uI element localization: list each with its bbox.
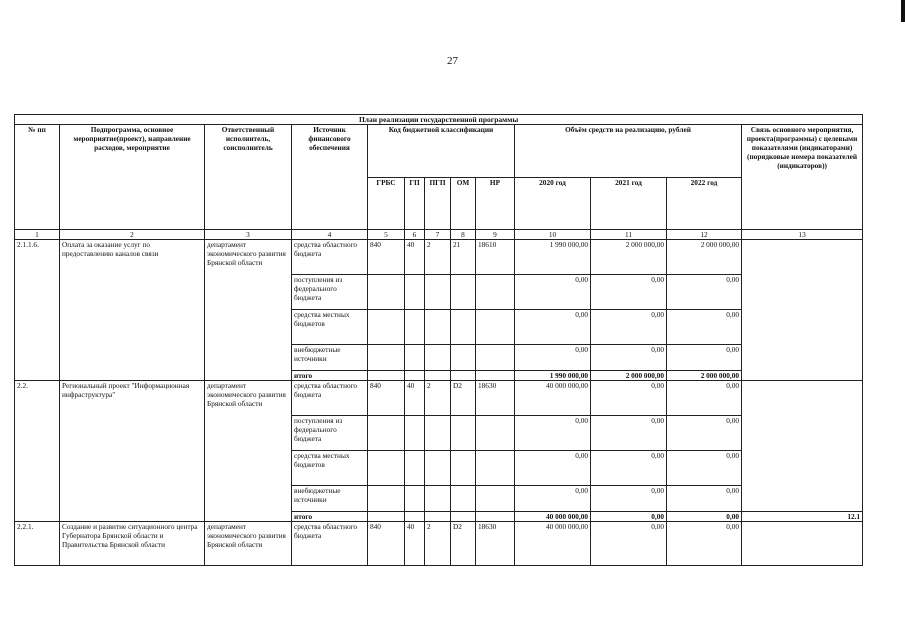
row-link (742, 240, 863, 381)
header-2022: 2022 год (667, 178, 742, 230)
col-number: 12 (667, 230, 742, 240)
source-label: средства местных бюджетов (292, 451, 368, 486)
column-numbers-row (15, 230, 863, 240)
source-label: итого (292, 512, 368, 522)
amount-2022: 0,00 (667, 486, 742, 512)
header-subprogram: Подпрограмма, основное мероприятие(проект), направление расходов, мероприятие (60, 125, 205, 230)
header-grbs: ГРБС (368, 178, 405, 230)
row-name: Оплата за оказание услуг по предоставлению каналов связи (60, 240, 205, 381)
amount-2020: 0,00 (515, 486, 591, 512)
amount-2021: 0,00 (591, 345, 667, 371)
source-label: средства местных бюджетов (292, 310, 368, 345)
amount-2022: 2 000 000,00 (667, 240, 742, 275)
row-name: Создание и развитие ситуационного центра Губернатора Брянской области и Правительства Брянской области (60, 522, 205, 566)
source-label: средства областного бюджета (292, 240, 368, 275)
header-gp: ГП (405, 178, 425, 230)
code-grbs: 840 (368, 381, 405, 416)
amount-2020: 1 990 000,00 (515, 371, 591, 381)
col-number: 13 (742, 230, 863, 240)
col-number: 1 (15, 230, 60, 240)
amount-2022: 0,00 (667, 310, 742, 345)
code-om: 21 (451, 240, 476, 275)
row-executor: департамент экономического развития Брянской области (205, 381, 292, 522)
amount-2020: 40 000 000,00 (515, 522, 591, 566)
amount-2021: 0,00 (591, 275, 667, 310)
amount-2020: 40 000 000,00 (515, 512, 591, 522)
table-row (15, 522, 863, 566)
code-gp: 40 (405, 240, 425, 275)
code-nr: 18610 (476, 240, 515, 275)
amount-2020: 0,00 (515, 310, 591, 345)
amount-2021: 2 000 000,00 (591, 240, 667, 275)
table-row (15, 381, 863, 416)
amount-2022: 0,00 (667, 416, 742, 451)
source-label: поступления из федерального бюджета (292, 275, 368, 310)
amount-2022: 0,00 (667, 381, 742, 416)
code-pgp: 2 (425, 240, 451, 275)
header-link: Связь основного мероприятия, проекта(программы) с целевыми показателями (индикаторами) (порядковые номера показателей (индикаторов)) (742, 125, 863, 230)
amount-2022: 0,00 (667, 522, 742, 566)
amount-2021: 0,00 (591, 381, 667, 416)
page-number: 27 (447, 55, 458, 67)
col-number: 10 (515, 230, 591, 240)
code-pgp: 2 (425, 381, 451, 416)
col-number: 8 (451, 230, 476, 240)
amount-2021: 0,00 (591, 310, 667, 345)
row-num: 2.2. (15, 381, 60, 522)
code-nr: 18630 (476, 522, 515, 566)
col-number: 11 (591, 230, 667, 240)
header-om: ОМ (451, 178, 476, 230)
amount-2020: 0,00 (515, 275, 591, 310)
header-executor: Ответственный исполнитель, соисполнитель (205, 125, 292, 230)
amount-2020: 40 000 000,00 (515, 381, 591, 416)
implementation-plan-table (14, 114, 863, 566)
code-nr: 18630 (476, 381, 515, 416)
amount-2020: 1 990 000,00 (515, 240, 591, 275)
col-number: 3 (205, 230, 292, 240)
amount-2022: 0,00 (667, 512, 742, 522)
code-gp: 40 (405, 381, 425, 416)
header-source: Источник финансового обеспечения (292, 125, 368, 230)
code-grbs: 840 (368, 522, 405, 566)
amount-2020: 0,00 (515, 345, 591, 371)
source-label: внебюджетные источники (292, 486, 368, 512)
col-number: 4 (292, 230, 368, 240)
col-number: 9 (476, 230, 515, 240)
row-num: 2.2.1. (15, 522, 60, 566)
scan-edge-mark (901, 0, 905, 22)
col-number: 7 (425, 230, 451, 240)
header-2020: 2020 год (515, 178, 591, 230)
source-label: средства областного бюджета (292, 381, 368, 416)
source-label: средства областного бюджета (292, 522, 368, 566)
amount-2022: 0,00 (667, 345, 742, 371)
header-volume: Объём средств на реализацию, рублей (515, 125, 742, 178)
col-number: 2 (60, 230, 205, 240)
code-gp: 40 (405, 522, 425, 566)
code-om: D2 (451, 522, 476, 566)
code-grbs: 840 (368, 240, 405, 275)
row-link: 12.1 (742, 512, 863, 522)
amount-2021: 0,00 (591, 451, 667, 486)
col-number: 6 (405, 230, 425, 240)
row-name: Региональный проект "Информационная инфраструктура" (60, 381, 205, 522)
amount-2021: 0,00 (591, 486, 667, 512)
table-caption: План реализации государственной программы (15, 115, 863, 125)
source-label: поступления из федерального бюджета (292, 416, 368, 451)
col-number: 5 (368, 230, 405, 240)
header-budget-code: Код бюджетной классификации (368, 125, 515, 178)
amount-2020: 0,00 (515, 451, 591, 486)
row-executor: департамент экономического развития Брянской области (205, 522, 292, 566)
amount-2021: 0,00 (591, 512, 667, 522)
row-num: 2.1.1.6. (15, 240, 60, 381)
amount-2020: 0,00 (515, 416, 591, 451)
amount-2022: 2 000 000,00 (667, 371, 742, 381)
header-num: № пп (15, 125, 60, 230)
source-label: внебюджетные источники (292, 345, 368, 371)
amount-2021: 0,00 (591, 522, 667, 566)
amount-2022: 0,00 (667, 451, 742, 486)
code-om: D2 (451, 381, 476, 416)
table-row (15, 240, 863, 275)
amount-2022: 0,00 (667, 275, 742, 310)
header-nr: НР (476, 178, 515, 230)
header-2021: 2021 год (591, 178, 667, 230)
amount-2021: 2 000 000,00 (591, 371, 667, 381)
source-label: итого (292, 371, 368, 381)
header-pgp: ПГП (425, 178, 451, 230)
row-executor: департамент экономического развития Брянской области (205, 240, 292, 381)
amount-2021: 0,00 (591, 416, 667, 451)
code-pgp: 2 (425, 522, 451, 566)
